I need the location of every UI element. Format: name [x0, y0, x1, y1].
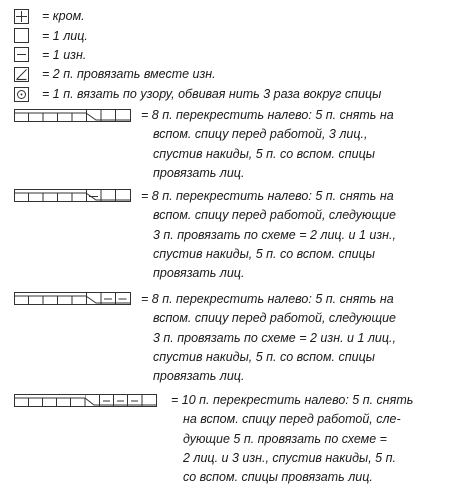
cable-line: спустив накиды, 5 п. со вспом. спицы: [153, 246, 375, 261]
cable-10-icon: [14, 394, 157, 407]
legend-text: = кром.: [42, 9, 85, 23]
cable-line: на вспом. спицу перед работой, сле-: [183, 412, 401, 427]
cable-line: вспом. спицу перед работой, следующие: [153, 208, 396, 223]
p2tog-icon: [14, 67, 29, 82]
cable-line: 3 п. провязать по схеме = 2 лиц. и 1 изн.,: [153, 227, 396, 242]
cable-line: = 8 п. перекрестить налево: 5 п. снять на: [141, 189, 394, 203]
cable-line: = 8 п. перекрестить налево: 5 п. снять на: [141, 292, 394, 306]
cable-8-2k1p-icon: [14, 189, 131, 202]
legend-text: = 2 п. провязать вместе изн.: [42, 67, 216, 81]
cable-8-2p1k-icon: [14, 292, 131, 305]
legend-text: = 1 лиц.: [42, 29, 88, 43]
cable-8-knit-icon: [14, 109, 131, 122]
cable-line: провязать лиц.: [153, 165, 245, 180]
knit-icon: [14, 28, 29, 43]
cable-line: спустив накиды, 5 п. со вспом. спицы: [153, 146, 375, 161]
cable-line: спустив накиды, 5 п. со вспом. спицы: [153, 349, 375, 364]
cable-line: 3 п. провязать по схеме = 2 изн. и 1 лиц.,: [153, 330, 396, 345]
cable-line: провязать лиц.: [153, 369, 245, 384]
legend-text: = 1 изн.: [42, 48, 87, 62]
purl-icon: [14, 47, 29, 62]
cable-line: 2 лиц. и 3 изн., спустив накиды, 5 п.: [183, 450, 396, 465]
cable-line: вспом. спицу перед работой, 3 лиц.,: [153, 127, 368, 142]
cable-line: = 8 п. перекрестить налево: 5 п. снять на: [141, 108, 394, 122]
wrap-3-icon: [14, 87, 29, 102]
cable-line: дующие 5 п. провязать по схеме =: [183, 431, 387, 446]
cable-line: вспом. спицу перед работой, следующие: [153, 311, 396, 326]
cable-description: [141, 290, 396, 386]
cable-line: = 10 п. перекрестить налево: 5 п. снять: [171, 393, 414, 407]
cable-description: [141, 187, 396, 283]
legend-text: = 1 п. вязать по узору, обвивая нить 3 раза вокруг спицы: [42, 87, 382, 101]
edge-stitch-icon: [14, 9, 29, 24]
cable-description: [141, 106, 394, 183]
cable-line: провязать лиц.: [153, 266, 245, 281]
cable-description: [171, 391, 413, 487]
cable-line: со вспом. спицы провязать лиц.: [183, 470, 373, 485]
